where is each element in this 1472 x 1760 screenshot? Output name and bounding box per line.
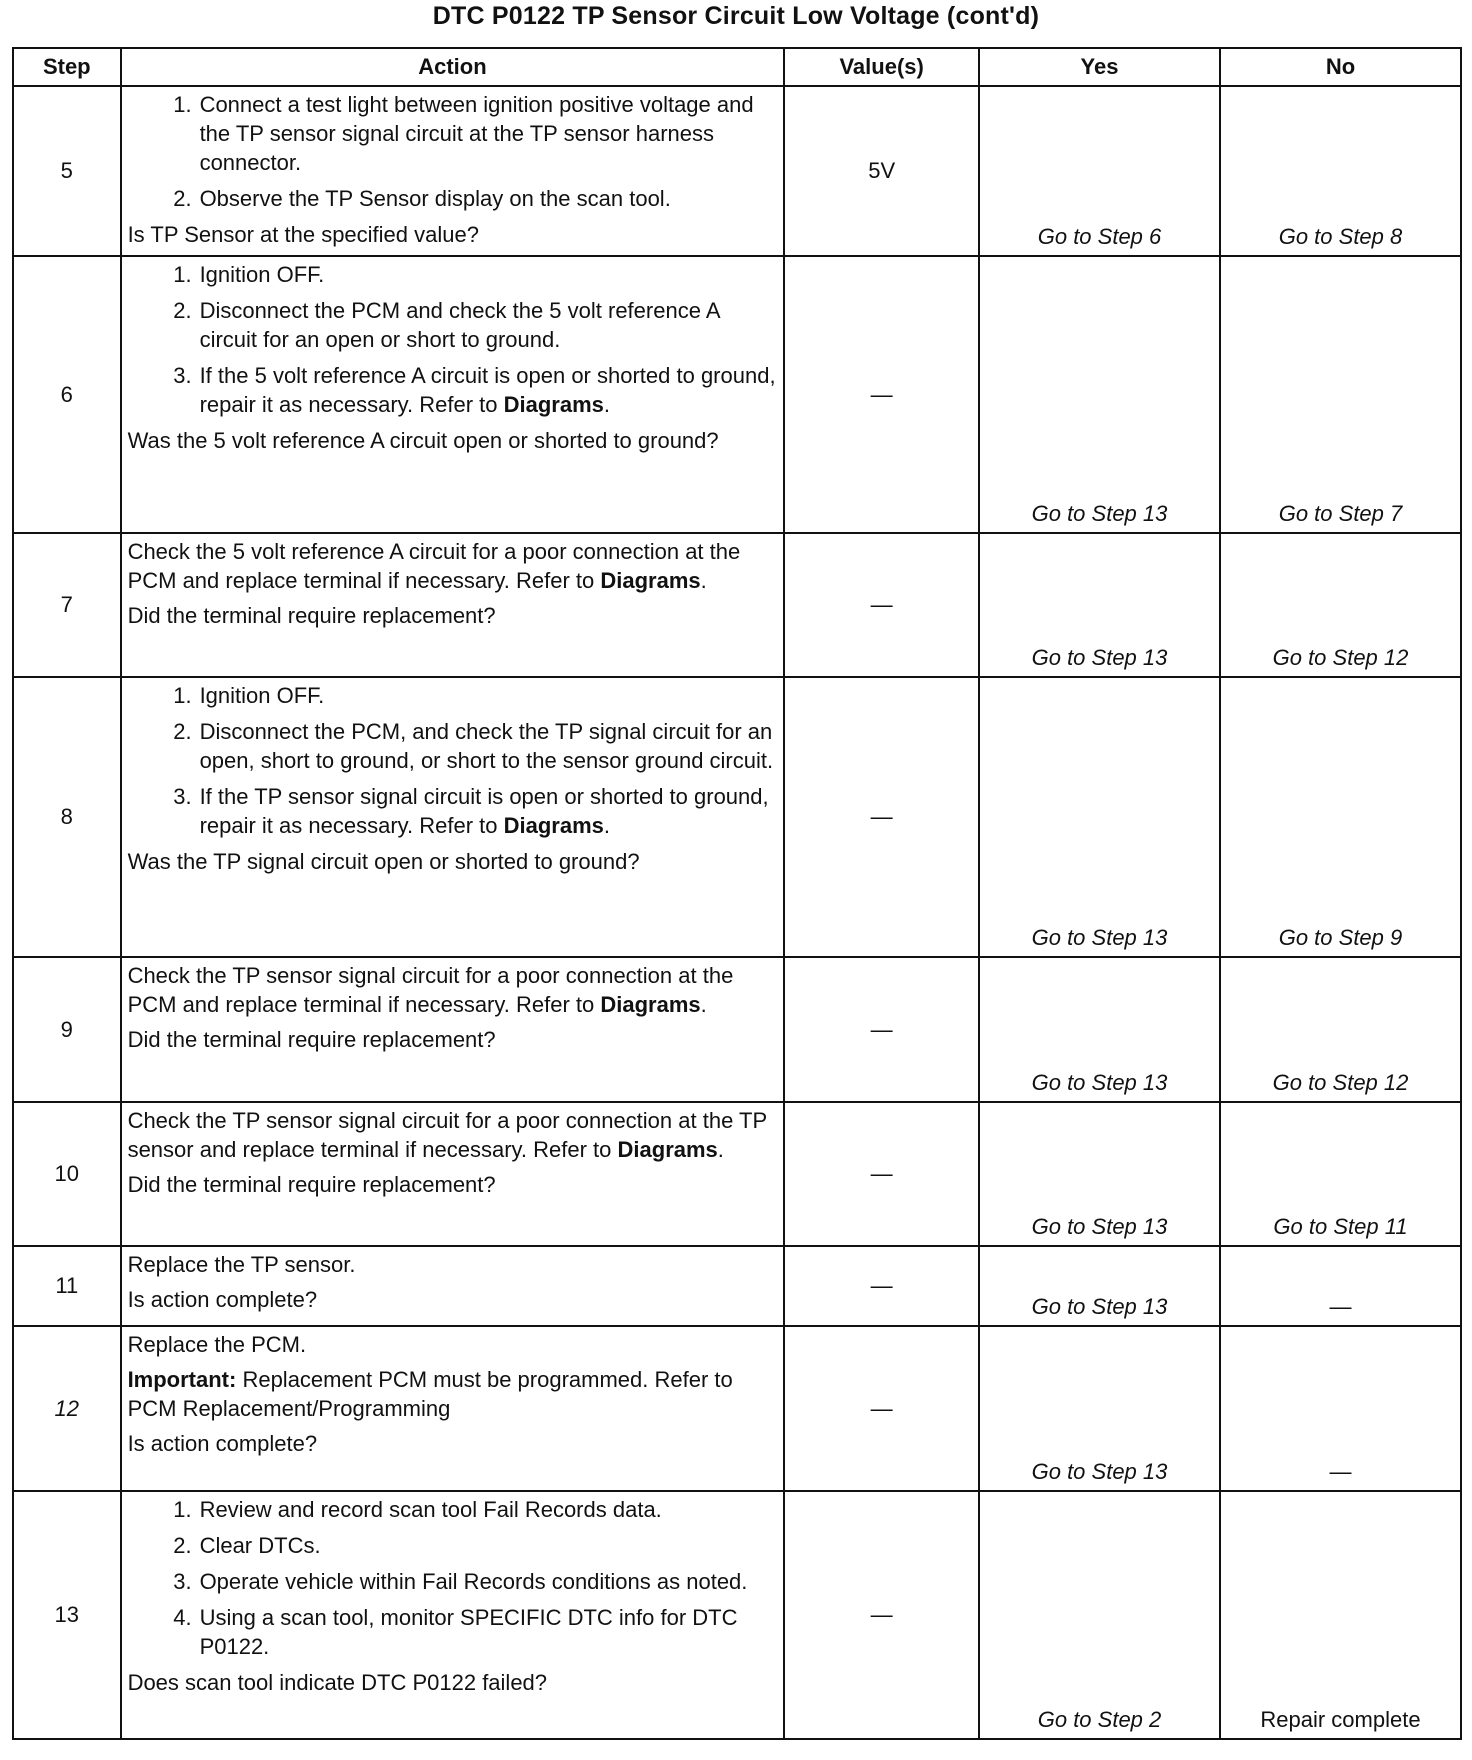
question-text: Does scan tool indicate DTC P0122 failed? — [127, 1670, 548, 1696]
question-text: Is action complete? — [127, 1287, 318, 1313]
action-text: Replace the TP sensor. — [127, 1252, 356, 1277]
yes-cell: Go to Step 2 — [979, 1491, 1220, 1739]
value-cell: — — [784, 1326, 979, 1491]
action-cell — [121, 677, 785, 957]
action-cell — [121, 256, 785, 533]
yes-cell: Go to Step 13 — [979, 533, 1220, 677]
list-item: 1. Review and record scan tool Fail Records data. — [173, 1497, 662, 1522]
table-row-step-7 — [13, 533, 1461, 677]
no-cell: Go to Step 12 — [1220, 957, 1461, 1102]
action-list — [128, 260, 778, 426]
action-list — [128, 90, 778, 220]
diagrams-reference: Diagrams — [503, 813, 604, 839]
list-item: 2. Disconnect the PCM, and check the TP signal circuit for an open, short to ground, or short to the sensor ground circuit. — [173, 719, 774, 774]
important-label: Important: — [127, 1367, 237, 1393]
question-text: Did the terminal require replacement? — [127, 1027, 496, 1053]
value-cell: — — [784, 533, 979, 677]
action-cell — [121, 1246, 785, 1326]
yes-cell: Go to Step 13 — [979, 1102, 1220, 1246]
table-row-step-10 — [13, 1102, 1461, 1246]
step-number: 5 — [13, 86, 121, 256]
no-cell: Go to Step 11 — [1220, 1102, 1461, 1246]
header-yes: Yes — [979, 48, 1220, 86]
value-cell: — — [784, 1102, 979, 1246]
no-cell: — — [1220, 1326, 1461, 1491]
action-cell — [121, 1491, 785, 1739]
action-text: Check the TP sensor signal circuit for a poor connection at the PCM and replace terminal if necessary. Refer to Diagrams. — [127, 963, 734, 1018]
diagrams-reference: Diagrams — [617, 1137, 718, 1163]
list-item: 1. Connect a test light between ignition positive voltage and the TP sensor signal circuit at the TP sensor harness connector. — [173, 92, 754, 176]
no-cell: Go to Step 7 — [1220, 256, 1461, 533]
no-cell: Go to Step 12 — [1220, 533, 1461, 677]
list-item: 3. If the TP sensor signal circuit is open or shorted to ground, repair it as necessary. Refer to Diagrams. — [173, 784, 769, 839]
list-item: 2. Observe the TP Sensor display on the scan tool. — [173, 186, 671, 212]
important-note: Important: Replacement PCM must be programmed. Refer to PCM Replacement/Programming — [127, 1367, 733, 1422]
header-step: Step — [13, 48, 121, 86]
step-number: 9 — [13, 957, 121, 1102]
action-cell — [121, 1102, 785, 1246]
step-number: 13 — [13, 1491, 121, 1739]
question-text: Is action complete? — [127, 1431, 318, 1457]
question-text: Was the TP signal circuit open or shorted to ground? — [127, 849, 640, 875]
action-cell — [121, 957, 785, 1102]
step-number: 8 — [13, 677, 121, 957]
question-text: Did the terminal require replacement? — [127, 603, 496, 629]
page-title: DTC P0122 TP Sensor Circuit Low Voltage (cont'd) — [432, 2, 1040, 30]
yes-cell: Go to Step 6 — [979, 86, 1220, 256]
list-item: 2. Clear DTCs. — [173, 1533, 321, 1559]
header-no: No — [1220, 48, 1461, 86]
table-row-step-9 — [13, 957, 1461, 1102]
action-cell — [121, 86, 785, 256]
no-cell: — — [1220, 1246, 1461, 1326]
no-cell: Go to Step 8 — [1220, 86, 1461, 256]
question-text: Did the terminal require replacement? — [127, 1172, 496, 1198]
value-cell: — — [784, 1491, 979, 1739]
value-cell: — — [784, 256, 979, 533]
step-number: 11 — [13, 1246, 121, 1326]
header-values: Value(s) — [784, 48, 979, 86]
table-row-step-12 — [13, 1326, 1461, 1491]
diagrams-reference: Diagrams — [600, 992, 701, 1018]
list-item: 3. Operate vehicle within Fail Records conditions as noted. — [173, 1569, 748, 1595]
value-cell: 5V — [784, 86, 979, 256]
list-item: 3. If the 5 volt reference A circuit is open or shorted to ground, repair it as necessary. Refer to Diagrams. — [173, 363, 776, 418]
header-action: Action — [121, 48, 785, 86]
value-cell: — — [784, 677, 979, 957]
diagrams-reference: Diagrams — [503, 392, 604, 418]
header-row — [13, 48, 1461, 86]
yes-cell: Go to Step 13 — [979, 677, 1220, 957]
action-text: Replace the PCM. — [127, 1332, 307, 1357]
step-number: 7 — [13, 533, 121, 677]
question-text: Was the 5 volt reference A circuit open or shorted to ground? — [127, 428, 719, 454]
action-text: Check the TP sensor signal circuit for a poor connection at the TP sensor and replace terminal if necessary. Refer to Diagrams. — [127, 1108, 767, 1163]
yes-cell: Go to Step 13 — [979, 957, 1220, 1102]
list-item: 1. Ignition OFF. — [173, 683, 325, 708]
action-list — [128, 1495, 778, 1668]
yes-cell: Go to Step 13 — [979, 256, 1220, 533]
step-number: 12 — [13, 1326, 121, 1491]
list-item: 2. Disconnect the PCM and check the 5 volt reference A circuit for an open or short to ground. — [173, 298, 720, 353]
step-number: 6 — [13, 256, 121, 533]
yes-cell: Go to Step 13 — [979, 1246, 1220, 1326]
no-cell: Go to Step 9 — [1220, 677, 1461, 957]
action-cell — [121, 533, 785, 677]
list-item: 1. Ignition OFF. — [173, 262, 325, 287]
action-list — [128, 681, 778, 847]
table-row-step-8 — [13, 677, 1461, 957]
value-cell: — — [784, 1246, 979, 1326]
diagrams-reference: Diagrams — [600, 568, 701, 594]
action-cell — [121, 1326, 785, 1491]
yes-cell: Go to Step 13 — [979, 1326, 1220, 1491]
list-item: 4. Using a scan tool, monitor SPECIFIC DTC info for DTC P0122. — [173, 1605, 738, 1660]
table-row-step-6 — [13, 256, 1461, 533]
table-row-step-11 — [13, 1246, 1461, 1326]
no-cell: Repair complete — [1220, 1491, 1461, 1739]
question-text: Is TP Sensor at the specified value? — [127, 222, 479, 248]
action-text: Check the 5 volt reference A circuit for a poor connection at the PCM and replace terminal if necessary. Refer to Diagrams. — [127, 539, 741, 594]
table-row-step-13 — [13, 1491, 1461, 1739]
table-row-step-5 — [13, 86, 1461, 256]
diagnostic-table — [12, 47, 1462, 1740]
value-cell: — — [784, 957, 979, 1102]
step-number: 10 — [13, 1102, 121, 1246]
